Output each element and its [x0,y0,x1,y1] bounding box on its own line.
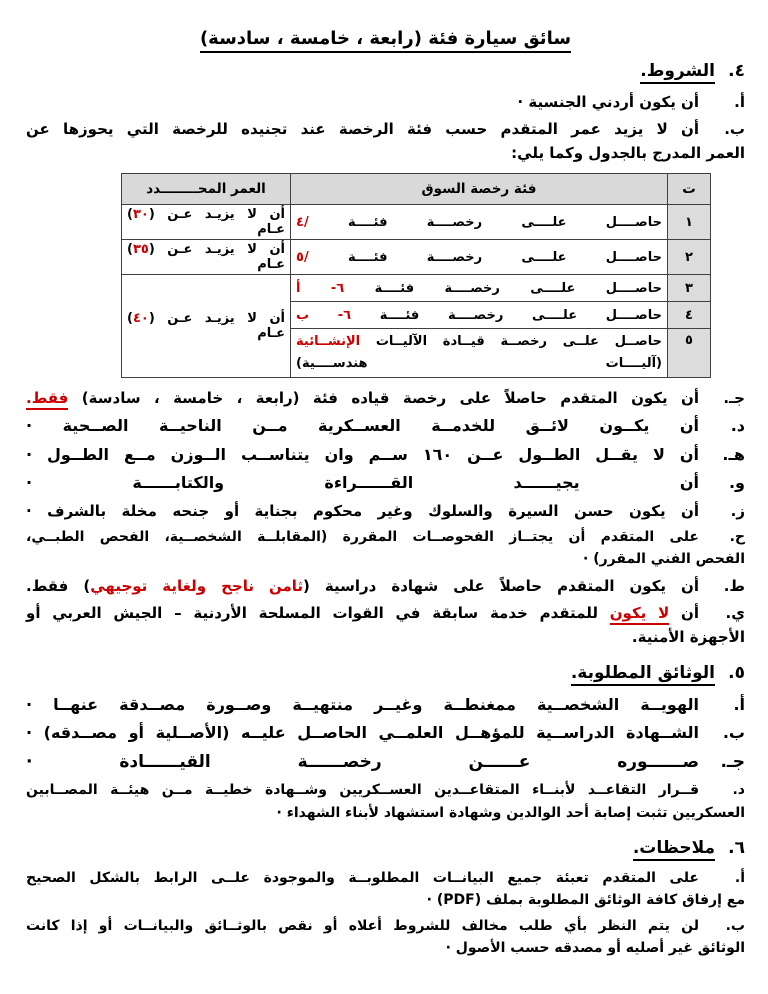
item-marker: أ. [734,93,745,111]
condition-item-g [26,499,745,523]
row-age [122,240,291,275]
item-marker: هـ. [722,444,745,464]
table-header-category: فئة رخصة السوق [291,174,668,205]
item-marker: جـ. [723,389,745,408]
condition-item-h [26,526,745,571]
item-marker: ب. [725,917,745,934]
table-row [122,240,711,275]
item-text-continued: الأجهزة الأمنية. [631,627,745,646]
document-item-b [26,720,745,746]
section-5-number: ٥. [728,662,745,683]
age-text-end: ) عـام [127,207,285,237]
item-marker: ي. [725,603,745,622]
item-text-continued: مع إرفاق كافة الوثائق المطلوبة بملف (PDF) · [426,892,745,909]
item-text-emphasis: فقط. [26,389,68,410]
row-category [291,329,668,378]
age-text: أن لا يزيـد عـن ( [148,207,285,222]
category-text: حاصــــل علــــى رخصــــة فئــــة [308,249,662,265]
item-text-part: أن يكون المتقدم حاصلاً على شهادة دراسية ( [303,576,700,595]
item-text: أن لا يقــل الطــول عــن ١٦٠ ســم وان يتناســب الــوزن مــع الطــول · [26,444,700,464]
document-item-a [26,692,745,718]
row-index: ٥ [668,329,711,378]
item-marker: د. [730,416,745,436]
document-item-c [26,749,745,776]
item-text-part: أن [669,603,699,622]
row-category [291,275,668,302]
item-text: أن يكــون لائــق للخدمــة العســكرية مــن الناحيــة الصــحية · [26,416,699,436]
item-marker: أ. [734,869,745,886]
item-text: قــرار التقاعــد لأبنــاء المتقاعــدين العســكريين وشــهادة خطيــة مــن هيئــة المصــابين [26,782,699,799]
age-value: ٣٥ [132,242,149,257]
category-code: ٦- أ [296,280,345,296]
section-4-title: الشروط. [640,61,715,84]
note-item-a [26,867,745,912]
item-text: أن يكون أردني الجنسية · [517,93,699,111]
item-text [26,601,699,625]
item-text [26,574,699,598]
item-text-continued: الفحص الفني المقرر) · [583,551,745,568]
page-title-text: سائق سيارة فئة (رابعة ، خامسة ، سادسة) [200,28,571,53]
table-header-row [122,174,711,205]
page-title [26,28,745,49]
item-marker: ب. [722,723,745,743]
category-code: ٦- ب [296,307,352,323]
category-text-line2: (آليــــات هندســــية) [296,356,662,372]
section-5-heading [26,663,745,686]
item-text: الشــهادة الدراســية للمؤهــل العلمــي الحاصــل عليــه (الأصــلية أو مصــدقه) · [26,723,699,743]
row-index: ٤ [668,302,711,329]
document-item-d [26,779,745,824]
item-text: على المتقدم أن يجتــاز الفحوصــات المقررة (المقابلــة الشخصــية، الفحص الطبــي، [26,528,699,545]
item-text-emphasis: لا يكون [610,604,670,625]
item-marker: ح. [729,528,745,545]
item-marker: أ. [733,694,745,714]
condition-item-f [26,470,745,496]
age-value: ٣٠ [132,207,149,222]
table-header-index: ت [668,174,711,205]
table-header-age: العمر المحــــــــدد [122,174,291,205]
row-category [291,240,668,275]
category-code: /٥ [296,249,309,265]
category-code: /٤ [296,214,309,230]
age-text: أن لا يزيـد عـن ( [148,311,285,327]
row-index: ٢ [668,240,711,275]
table-row [122,205,711,240]
condition-item-c [26,386,745,410]
category-text: حاصــــل علــــى رخصــــة فئــــة [351,307,662,323]
item-text-part: للمتقدم خدمة سابقة في القوات المسلحة الأردنية – الجيش العربي أو [26,603,610,622]
item-text: لن يتم النظر بأي طلب مخالف للشروط أعلاه أو نقص بالوثــائق والبيانــات أو إذا كانت [26,917,699,934]
condition-item-b [26,117,745,165]
item-text-part: أن يكون المتقدم حاصلاً على رخصة قياده فئة (رابعة ، خامسة ، سادسة) [68,389,699,408]
item-marker: ز. [730,501,745,520]
category-highlight: الإنشــائية [296,334,361,349]
category-text: حاصــــل علــــى رخصــــة فئــــة [344,280,662,296]
row-category [291,205,668,240]
condition-item-j [26,601,745,649]
item-marker: و. [728,473,745,493]
item-marker: ط. [723,576,745,595]
item-text: الهويــة الشخصــية ممغنطــة وغيــر منتهيــة وصــورة مصــدقة عنهــا · [26,694,699,714]
item-text: أن لا يزيد عمر المتقدم حسب فئة الرخصة عند تجنيده للرخصة التي يحوزها عن [26,120,699,138]
section-6-heading [26,838,745,861]
item-text-continued: العمر المدرج بالجدول وكما يلي: [511,144,745,162]
row-category [291,302,668,329]
section-6-number: ٦. [728,837,745,858]
row-age [122,205,291,240]
age-text-end: ) عـام [127,242,285,272]
item-marker: د. [732,782,745,799]
item-marker: جـ. [720,751,745,772]
category-text: حاصــل علــى رخصــة قيــادة الآليــات [360,334,662,349]
age-text-end: ) عـام [127,311,285,342]
section-4-heading [26,61,745,84]
condition-item-i [26,574,745,598]
condition-item-a [26,90,745,114]
license-age-table-wrap [26,173,745,378]
item-text: على المتقدم تعبئة جميع البيانــات المطلوبــة والموجودة علــى الرابط بالشكل الصحيح [26,869,699,886]
row-index: ٣ [668,275,711,302]
age-text: أن لا يزيـد عـن ( [148,242,285,257]
item-text-continued: الوثائق غير أصليه أو مصدقه حسب الأصول · [445,940,745,957]
item-text [26,386,699,410]
section-6-title: ملاحظات. [633,838,715,861]
item-text-continued: العسكريين تثبت إصابة أحد الوالدين وشهادة استشهاد لأبناء الشهداء · [276,804,745,821]
item-marker: ب. [724,120,745,138]
table-row [122,275,711,302]
item-text: أن يكون حسن السيرة والسلوك وغير محكوم بجناية أو جنحه مخلة بالشرف · [26,501,699,520]
category-text: حاصــــل علــــى رخصــــة فئــــة [308,214,662,230]
condition-item-e [26,442,745,468]
item-text: صــــــوره عــــــن رخصــــــة القيــــــادة · [26,751,699,772]
item-text-part: ) فقط. [26,576,91,595]
note-item-b [26,915,745,960]
item-text: أن يجيــــــد القــــــراءة والكتابــــــة · [26,473,699,493]
section-5-title: الوثائق المطلوبة. [571,663,715,686]
age-value: ٤٠ [132,311,149,327]
condition-item-d [26,413,745,439]
row-age-merged [122,275,291,378]
license-age-table [121,173,711,378]
item-text-emphasis: ثامن ناجح ولغاية توجيهي [90,576,304,595]
row-index: ١ [668,205,711,240]
section-4-number: ٤. [728,61,745,81]
